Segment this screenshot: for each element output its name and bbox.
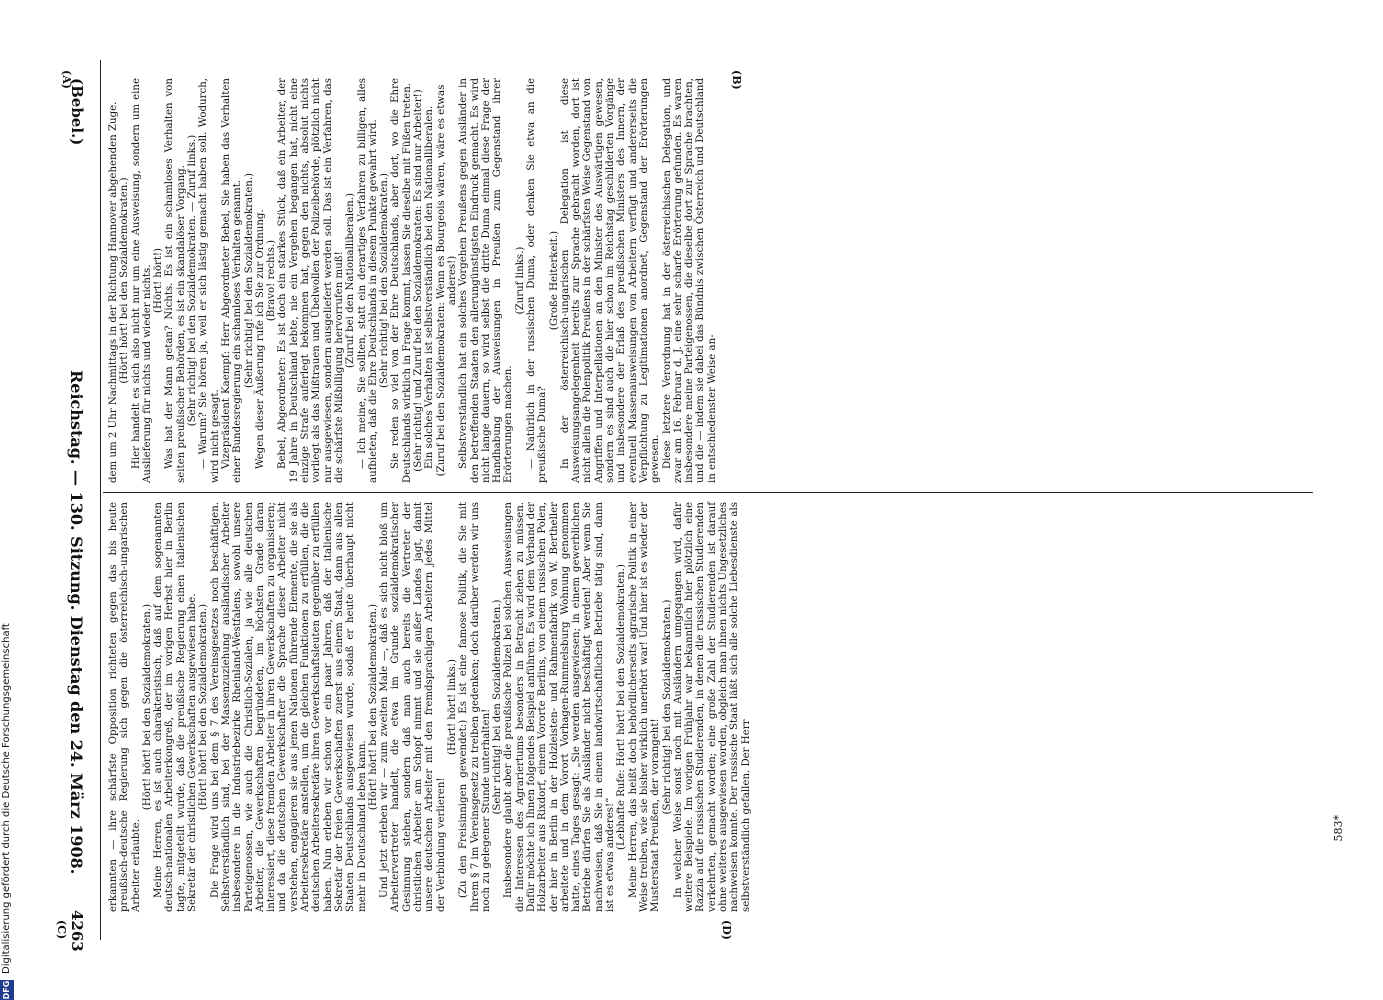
paragraph-text: Meine Herren, es ist auch charakteristisch, daß auf dem sogenannten deutsch-nationalen Arbeiterkongreß, der im vorigen Herbst hier in Berlin tagte, mitgeteilt wurde, daß die preußische Regierung einen italienischen Sekretär der christlichen Gewerkschaften ausgewiesen habe. bbox=[153, 502, 199, 912]
interjection-text: (Hört! hört! links.) bbox=[446, 659, 458, 755]
page-title: Reichstag. — 130. Sitzung. Dienstag den 24. März 1908. bbox=[67, 370, 86, 875]
column-divider bbox=[103, 492, 1313, 493]
right-text-column bbox=[108, 502, 1308, 912]
interjection-text: (Hört! hört! bei den Sozialdemokraten.) bbox=[367, 603, 379, 811]
paragraph-text: erkannten — ihre schärfste Opposition richteten gegen das bis heute preußisch-deutsche Regierung sich gegen die österreichisch-ungarischen Arbeiter erlaubte. bbox=[108, 502, 142, 912]
interjection-text: (Zuruf bei den Nationalliberalen.) bbox=[345, 193, 357, 368]
margin-marker-a: (A) bbox=[60, 70, 73, 89]
interjection-text: (Sehr richtig! bei den Sozialdemokraten.) bbox=[492, 599, 504, 815]
interjection-text: (Hört! hört! bei den Sozialdemokraten.) bbox=[198, 603, 210, 811]
paragraph-text: Selbstverständlich hat ein solches Vorgehen Preußens gegen Ausländer in den betreffenden Staaten den allerungünstigsten Eindruck gemacht. Es wird nicht lange dauern, so wird selbst die dritte Duma einmal diese Frage der Handhabung der Ausweisungen in Preußen zum Gegenstand ihrer Erörterungen machen. bbox=[458, 78, 515, 483]
paragraph-text: Diese letztere Verordnung hat in der österreichischen Delegation, und zwar am 16. Februar d. J. eine sehr scharfe Erörterung gefunden. Es waren insbesondere meine Parteigenossen, die dieselbe dort zur Sprache brachten, und die — indem sie dabei das Bündnis zwischen Österreich und Deutschland in entschiedenster Weise an- bbox=[661, 78, 718, 483]
interjection-text: (Sehr richtig! und Zuruf bei den Sozialdemokraten: Es sind nur Arbeiter!) bbox=[413, 89, 425, 472]
interjection-text: (Sehr richtig! bei den Sozialdemokraten.) bbox=[379, 172, 391, 389]
interjection-text: (Sehr richtig! bei den Sozialdemokraten.) bbox=[661, 599, 673, 815]
paragraph-text: Vizepräsident Kaempf: Herr Abgeordneter Bebel, Sie haben das Verhalten einer Bundesregierung ein schamloses Verhalten genannt. bbox=[220, 78, 244, 483]
interjection-text: (Zuruf bei den Sozialdemokraten: Wenn es Bourgeois wären, wäre es etwas anderes!) bbox=[435, 84, 458, 477]
page-number: 4263 bbox=[68, 910, 86, 952]
paragraph-text: Ein solches Verhalten ist selbstverständlich bei den Nationalliberalen. bbox=[424, 105, 436, 469]
paragraph-text: Und jetzt erleben wir — zum zweiten Male —, daß es sich nicht bloß um Arbeitervertreter handelt, die etwa im Grunde sozialdemokratischer Gesinnung stehen, sondern daß man auch bereits die Vertreter der christlichen Arbeiter am Schopf nimmt und sie außer Landes jagt, damit unsere deutschen Arbeiter mit den fremdsprachigen Arbeitern jedes Mittel der Verbindung verlieren! bbox=[379, 502, 447, 912]
margin-marker-d: (D) bbox=[720, 920, 733, 940]
header-rule bbox=[100, 60, 101, 940]
paragraph-text: Meine Herren, das heißt doch behördlicherseits agrarische Politik in einer Weise treiben, wie sie bisher wirklich unerhört war! Und hier ist es wieder der Musterstaat Preußen, der vorangeht! bbox=[627, 502, 662, 912]
interjection-text: (Hört! hört! bei den Sozialdemokraten.) bbox=[119, 177, 131, 384]
paragraph-text: In welcher Weise sonst noch mit Ausländern umgegangen wird, dafür weitere Beispiele. Im vorigen Frühjahr war bekanntlich hier plötzlich eine Razzia auf die russischen Studierenden, in denen die russischen Studierenden verkehrten, gemacht worden; eine große Zahl der Studierenden ist darauf ohne weiteres ausgewiesen worden, obgleich man ihnen nichts Ungesetzliches nachweisen konnte. Der russische Staat läßt sich alle solche Liebesdienste als selbstverständlich gefallen. Der Herr bbox=[672, 502, 752, 912]
paragraph-text: — Warum? Sie hören ja, weil er sich lästig gemacht haben soll. Wodurch, wird nicht gesagt. bbox=[198, 78, 221, 483]
funding-note bbox=[0, 0, 14, 1000]
paragraph-text: — Natürlich in der russischen Duma, oder denken Sie etwa an die preußische Duma? bbox=[525, 78, 549, 483]
interjection-text: (Lebhafte Rufe: Hört! hört! bei den Sozialdemokraten.) bbox=[616, 564, 628, 850]
paragraph-text: In der österreichisch-ungarischen Delegation ist diese Ausweisungsangelegenheit bereits zur Sprache gebracht worden, dort ist nicht allein die Polenpolitik Preußens in der schärfsten Weise Gegenstand von Angriffen und Interpellationen an den Minister des Auswärtigen gewesen, sondern es sind auch die hier schon im Reichstag geschilderten Vorgänge und insbesondere der Erlaß des preußischen Ministers des Innern, der eventuell Massenausweisungen von Arbeitern verfügt und andererseits die Verpflichtung zu Legitimationen anordnet, Gegenstand der Erörterungen gewesen. bbox=[559, 78, 662, 483]
left-text-column bbox=[108, 78, 1308, 483]
interjection-text: (Sehr richtig! bei den Sozialdemokraten.) bbox=[243, 172, 255, 389]
margin-marker-b: (B) bbox=[730, 70, 743, 90]
paragraph-text: Bebel, Abgeordneter: Es ist doch ein starkes Stück, daß ein Arbeiter, der 19 Jahre in Deutschland lebte, nie ein Vergehen begangen hat, nicht eine einzige Strafe auferlegt bekommen hat, gegen den nichts, absolut nichts vorliegt als das Mißtrauen und Übelwollen der Polizeibehörde, plötzlich nicht nur ausgewiesen, sondern ausgeliefert werden soll. Das ist ein Verfahren, das die schärfste Mißbilligung hervorrufen muß! bbox=[277, 78, 345, 483]
paragraph-text: Sie reden so viel von der Ehre Deutschlands, aber dort, wo die Ehre Deutschlands wirklich in Frage kommt, lassen Sie dieselbe mit Füßen treten. bbox=[390, 78, 413, 483]
funding-text: Digitalisierung gefördert durch die Deutsche Forschungsgemeinschaft bbox=[1, 623, 12, 974]
paragraph-text: (Zu den Freisinnigen gewendet:) Es ist eine famose Politik, die Sie mit Ihrem § 7 im Vereinsgesetz zu treiben gedenken; doch darüber werden wir uns noch zu gelegener Stunde unterhalten! bbox=[458, 502, 492, 912]
dfg-logo-icon: DFG bbox=[0, 980, 14, 1000]
paragraph-text: Wegen dieser Äußerung rufe ich Sie zur Ordnung. bbox=[254, 209, 266, 469]
paragraph-text: dem um 2 Uhr Nachmittags in der Richtung Hannover abgehenden Zuge. bbox=[108, 101, 119, 483]
interjection-text: (Zuruf links.) bbox=[514, 246, 526, 315]
interjection-text: (Große Heiterkeit.) bbox=[548, 230, 560, 331]
paragraph-text: Was hat der Mann getan? Nichts. Es ist ein schamloses Verhalten von seiten preußischer Behörden, es ist ein skandalöser Vorgang. bbox=[164, 78, 187, 483]
interjection-text: (Sehr richtig! bei den Sozialdemokraten. — Zuruf links.) bbox=[187, 134, 199, 427]
paragraph-text: Hier handelt es sich also nicht nur um eine Ausweisung, sondern um eine Auslieferung für nichts und wieder nichts. bbox=[130, 78, 153, 483]
section-speaker: (Bebel.) bbox=[68, 78, 86, 146]
margin-marker-c: (C) bbox=[55, 920, 68, 940]
signature-mark: 583* bbox=[1332, 815, 1345, 842]
paragraph-text: Die Frage wird uns bei dem § 7 des Vereinsgesetzes noch beschäftigen. Selbstverständlich sind, bei der Massenzuziehung ausländischer Arbeiter insbesondere in die Industriebezirke Rheinland-Westfalens, sowohl unsere Parteigenossen, wie auch die Christlich-Sozialen, ja wie alle deutschen Arbeiter, die Gewerkschaften begründeten, im höchsten Grade daran interessiert, diese fremden Arbeiter in ihren Gewerkschaften zu organisieren; und da die deutschen Gewerkschafter die Sprache dieser Arbeiter nicht verstehen, engagieren sie aus jenen Nationen führende Elemente, die sie als Arbeitersekretäre anstellen, um die gleichen Funktionen zu erfüllen, die die deutschen Arbeitersekretäre ihren Gewerkschaftsleuten gegenüber zu erfüllen haben. Nun erleben wir schon vor ein paar Jahren, daß der italienische Sekretär der freien Gewerkschaften zuerst aus einem Staat, dann aus allen Staaten Deutschlands ausgewiesen wurde, sodaß er heute überhaupt nicht mehr in Deutschland leben kann. bbox=[209, 502, 368, 912]
paragraph-text: Insbesondere glaubt aber die preußische Polizei bei solchen Ausweisungen die Interessen des Agrariertums besonders in Betracht ziehen zu müssen. Dafür möchte ich Ihnen folgendes Beispiel anführen. Es wird dem Verband der Holzarbeiter aus Rixdorf, einem Vororte Berlins, von einem russischen Polen, der hier in Berlin in der Holzleisten- und Rahmenfabrik von W. Bertheller arbeitete und in dem Vorort Vorhagen-Rummelsburg Wohnung genommen hatte, eines Tages gesagt: „Sie werden ausgewiesen; in einem gewerblichen Betriebe dürfen Sie als Ausländer nicht beschäftigt werden! Aber wenn Sie nachweisen, daß Sie in einem landwirtschaftlichen Betriebe tätig sind, dann ist es etwas anderes!“ bbox=[503, 502, 617, 912]
paragraph-text: — Ich meine, Sie sollten, statt ein derartiges Verfahren zu billigen, alles aufbieten, daß die Ehre Deutschlands in diesem Punkte gewahrt wird. bbox=[356, 78, 379, 483]
interjection-text: (Bravo! rechts.) bbox=[266, 239, 278, 322]
interjection-text: (Hört! hört! bei den Sozialdemokraten.) bbox=[141, 603, 153, 811]
interjection-text: (Hört! hört!) bbox=[153, 248, 165, 314]
